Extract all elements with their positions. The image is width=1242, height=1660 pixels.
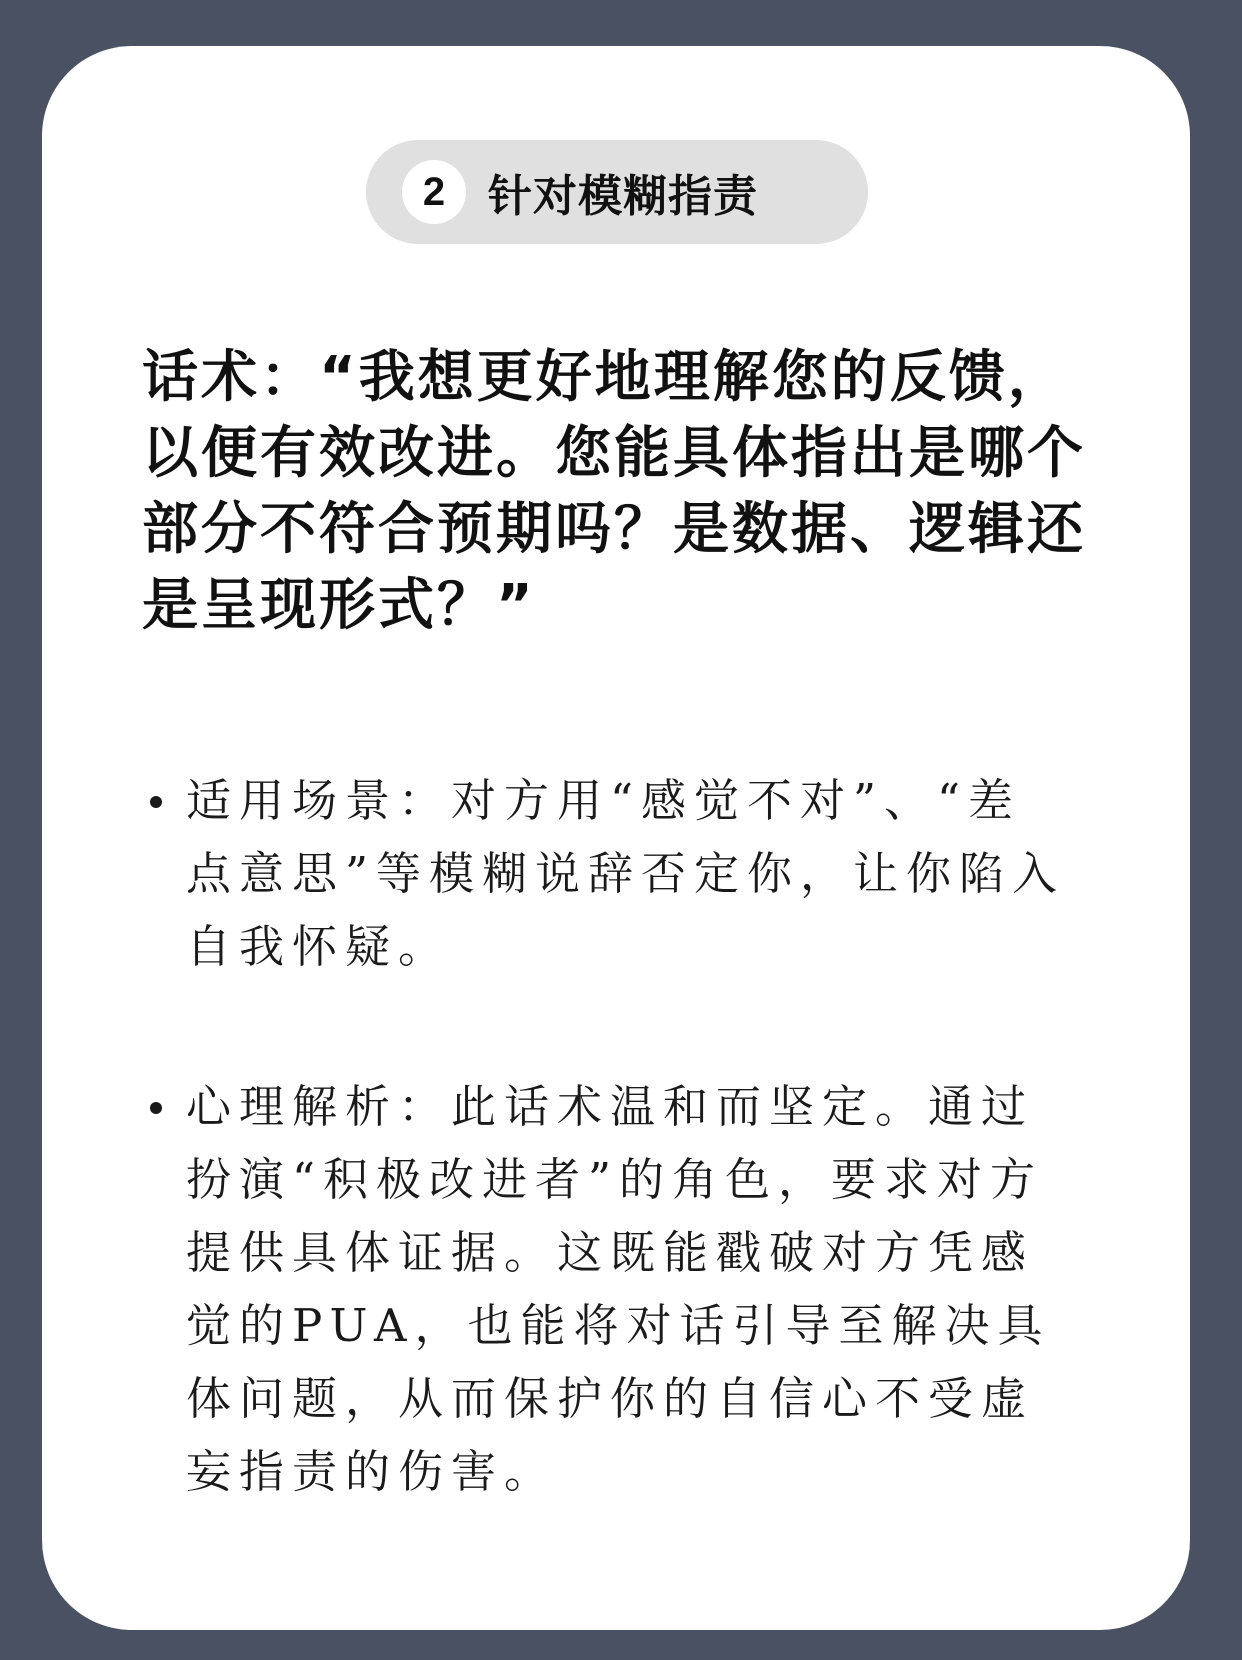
section-header-pill bbox=[366, 140, 868, 244]
bullet-dot-icon bbox=[150, 796, 162, 808]
bullet-text-analysis: 心理解析：此话术温和而坚定。通过扮演“积极改进者”的角色，要求对方提供具体证据。这既能戳破对方凭感觉的PUA，也能将对话引导至解决具体问题，从而保护你的自信心不受虚妄指责的伤害。 bbox=[186, 1080, 1051, 1498]
section-title: 针对模糊指责 bbox=[488, 171, 758, 222]
bullet-item-scenario bbox=[150, 764, 1090, 983]
section-number-badge: 2 bbox=[402, 160, 466, 224]
script-quote: 话术：“我想更好地理解您的反馈，以便有效改进。您能具体指出是哪个部分不符合预期吗？是数据、逻辑还是呈现形式？” bbox=[142, 345, 1086, 638]
bullet-item-analysis bbox=[150, 1070, 1090, 1508]
bullet-dot-icon bbox=[150, 1102, 162, 1114]
bullet-text-scenario: 适用场景：对方用“感觉不对”、“差点意思”等模糊说辞否定你，让你陷入自我怀疑。 bbox=[186, 774, 1066, 973]
